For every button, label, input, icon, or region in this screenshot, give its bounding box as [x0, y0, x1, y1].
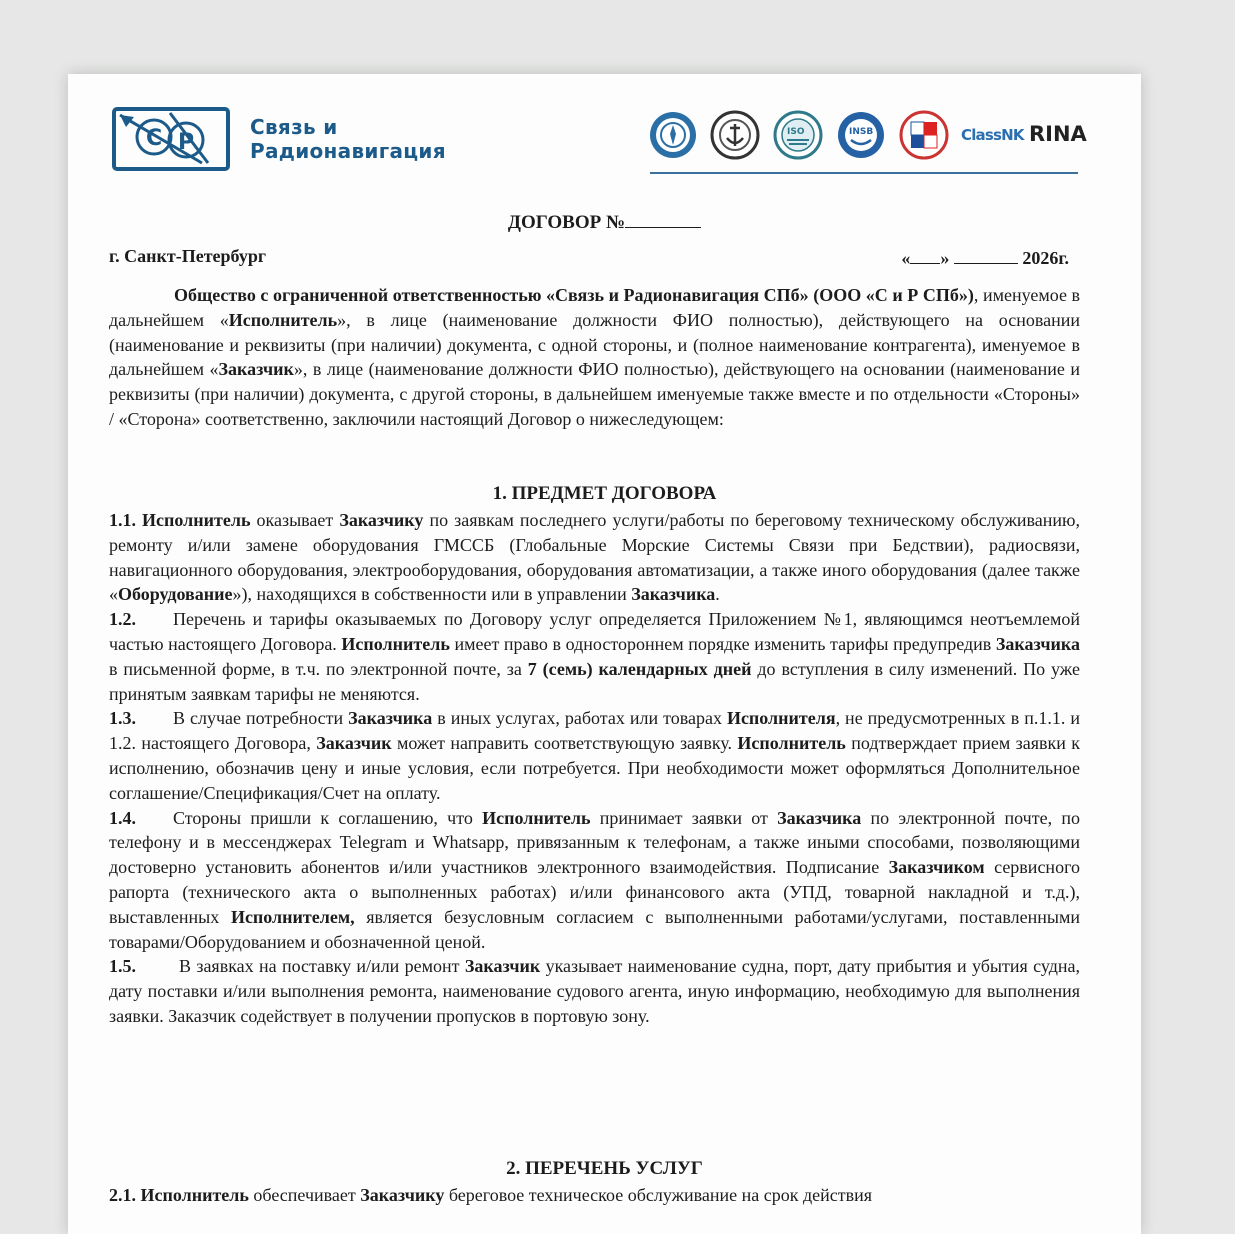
date-open-quote: « — [901, 248, 911, 268]
clause-1-1-number: 1.1. — [109, 510, 136, 530]
clause-1-4-text-4: сервисного рапорта (технического акта о выполненных работах) и/или финансового акта (УПД, товарной накладной и т.д.), выставленных — [109, 857, 1080, 927]
clause-1-4-text-1: Стороны пришли к соглашению, что — [173, 807, 483, 828]
intro-text-2: », в лице (наименование должности ФИО полностью), действующего на основании (наименование и реквизиты (при наличии) документа, с одной стороны, и (полное наименование контрагента), именуемое в дальнейшем « — [109, 309, 1080, 380]
clause-1-2-bold-3: 7 (семь) календарных дней — [527, 658, 752, 679]
clause-1-4-text-3: по электронной почте, по телефону и в мессенджерах Telegram и Whatsapp, привязанным к телефонам, а также иными способами, позволяющими достоверно установить абонентов и/или участников электронного взаимодействия. Подписание — [109, 807, 1080, 878]
date-close-quote: » — [940, 248, 950, 268]
clause-1-2-text-3: в письменной форме, в т.ч. по электронной почте, за — [109, 658, 528, 679]
company-name — [250, 115, 446, 163]
clause-1-3-text-3: , не предусмотренных в п.1.1. и 1.2. настоящего Договора, — [109, 708, 1080, 754]
clause-1-3-bold-3: Заказчик — [316, 733, 392, 754]
clause-1-2-number: 1.2. — [109, 609, 136, 630]
clause-1-2-bold-2: Заказчика — [995, 633, 1080, 654]
clause-1-3-text-1: В случае потребности — [173, 708, 349, 729]
clause-1-1-bold-2: Заказчику — [339, 510, 424, 530]
classnk-logo: ClassNK — [961, 126, 1024, 144]
company-logo-mark-icon — [112, 107, 230, 171]
city-date-line — [109, 246, 1069, 267]
clause-1-2-bold-1: Исполнитель — [341, 633, 450, 654]
clause-1-4-bold-4: Исполнителем, — [230, 906, 355, 927]
clause-1-1-text-3: »), находящихся в собственности или в управлении — [232, 584, 632, 605]
anchor-seal-icon — [710, 110, 760, 160]
rina-logo: RINA — [1029, 122, 1087, 146]
clause-2-1-text-2: береговое техническое обслуживание на срок действия — [444, 1185, 873, 1205]
clause-1-1 — [109, 508, 1080, 607]
clause-1-2-text-2: имеет право в одностороннем порядке изменить тарифы предупредив — [449, 633, 996, 654]
clause-1-2 — [109, 607, 1080, 706]
insb-seal-icon — [836, 110, 886, 160]
clause-2-1-bold-1: Исполнитель — [140, 1185, 249, 1205]
intro-paragraph — [109, 283, 1080, 432]
clause-1-2-text-4: до вступления в силу изменений. По уже принятым заявкам тарифы не меняются. — [109, 658, 1080, 704]
contract-date — [901, 246, 1069, 269]
executor-company-name: Общество с ограниченной ответственностью «Связь и Радионавигация СПб» (ООО «С и Р СПб») — [174, 285, 974, 305]
section-1-body — [109, 508, 1080, 1029]
clause-1-3 — [109, 706, 1080, 805]
clause-1-4-text-5: является безусловным согласием с выполненными работами/услугами, поставленными товарами/Оборудованием и обозначенной ценой. — [109, 906, 1080, 952]
clause-1-5-text-2: указывает наименование судна, порт, дату прибытия и убытия судна, дату поставки и/или выполнения ремонта, наименование судового агента, иную информацию, необходимую для выполнения заявки. Заказчик содействует в получении пропусков в портовую зону. — [109, 956, 1080, 1026]
month-blank — [954, 246, 1018, 264]
contract-number-blank — [625, 209, 701, 228]
clause-1-3-text-2: в иных услугах, работах или товарах — [432, 708, 727, 729]
clause-1-3-number: 1.3. — [109, 708, 136, 729]
document-page — [68, 74, 1141, 1234]
section-2-body — [109, 1183, 1080, 1208]
clause-1-5 — [109, 954, 1080, 1028]
clause-1-4 — [109, 806, 1080, 955]
day-blank — [910, 246, 940, 264]
svg-text:P: P — [178, 130, 195, 155]
section-1-heading: 1. ПРЕДМЕТ ДОГОВОРА — [492, 483, 717, 504]
clause-1-1-bold-1: Исполнитель — [142, 510, 251, 530]
executor-term: Исполнитель — [228, 309, 338, 330]
header-divider — [650, 172, 1078, 174]
clause-1-4-number: 1.4. — [109, 807, 136, 828]
intro-text-3: », в лице (наименование должности ФИО полностью), действующего на основании (наименование и реквизиты (при наличии) документа, с другой стороны, в дальнейшем именуемые также вместе и по отдельности «Стороны» / «Сторона» соответственно, заключили настоящий Договор о нижеследующем: — [109, 359, 1080, 429]
company-name-line1: Связь и — [250, 115, 338, 139]
panama-seal-icon — [899, 110, 949, 160]
clause-1-4-bold-1: Исполнитель — [482, 807, 591, 828]
section-2-heading: 2. ПЕРЕЧЕНЬ УСЛУГ — [506, 1158, 703, 1179]
clause-1-1-text-4: . — [715, 584, 720, 605]
svg-text:C: C — [146, 126, 163, 151]
clause-1-3-bold-4: Исполнитель — [737, 733, 846, 754]
register-seal-icon — [648, 110, 698, 160]
clause-2-1-text-1: обеспечивает — [248, 1185, 361, 1205]
city: г. Санкт-Петербург — [109, 246, 267, 266]
document-title — [68, 209, 1141, 234]
clause-1-1-text-2: по заявкам последнего услуги/работы по береговому техническому обслуживанию, ремонту и/или замене оборудования ГМССБ (Глобальные Морские Системы Связи при Бедствии), радиосвязи, навигационного оборудования, электрооборудования, оборудования автоматизации, а также иного оборудования (далее также « — [109, 510, 1080, 605]
date-year: 2026г. — [1022, 248, 1069, 268]
intro-text-1: , именуемое в дальнейшем « — [109, 285, 1081, 330]
clause-1-1-bold-3: Оборудование — [118, 584, 233, 605]
svg-text:ISO: ISO — [787, 127, 805, 137]
clause-1-1-text-1: оказывает — [250, 510, 340, 530]
clause-1-5-bold-1: Заказчик — [464, 956, 541, 977]
clause-1-4-text-2: принимает заявки от — [590, 807, 778, 828]
clause-2-1-bold-2: Заказчику — [360, 1185, 445, 1205]
customer-term: Заказчик — [218, 359, 294, 380]
clause-2-1-number: 2.1. — [109, 1185, 136, 1205]
company-logo — [112, 107, 472, 177]
clause-1-1-bold-4: Заказчика — [631, 584, 716, 605]
clause-1-3-bold-1: Заказчика — [348, 708, 433, 729]
svg-text:INSB: INSB — [849, 127, 874, 137]
document-title-text: ДОГОВОР № — [507, 212, 626, 233]
clause-1-3-text-4: может направить соответствующую заявку. — [391, 733, 738, 754]
certification-logos — [648, 110, 1087, 174]
clause-1-2-text-1: Перечень и тарифы оказываемых по Договору услуг определяется Приложением №1, являющимся неотъемлемой частью настоящего Договора. — [109, 609, 1080, 654]
clause-1-3-text-5: подтверждает прием заявки к исполнению, обозначив цену и иные условия, если потребуется. При необходимости может оформляться Дополнительное соглашение/Спецификация/Счет на оплату. — [109, 733, 1080, 803]
clause-1-3-bold-2: Исполнителя — [726, 708, 836, 729]
clause-1-5-number: 1.5. — [109, 956, 136, 977]
classification-seal-icon — [773, 110, 823, 160]
clause-1-4-bold-3: Заказчиком — [888, 857, 985, 878]
company-name-line2: Радионавигация — [250, 139, 446, 163]
clause-1-4-bold-2: Заказчика — [777, 807, 862, 828]
clause-2-1 — [109, 1183, 1080, 1208]
clause-1-5-text-1: В заявках на поставку и/или ремонт — [179, 956, 465, 977]
